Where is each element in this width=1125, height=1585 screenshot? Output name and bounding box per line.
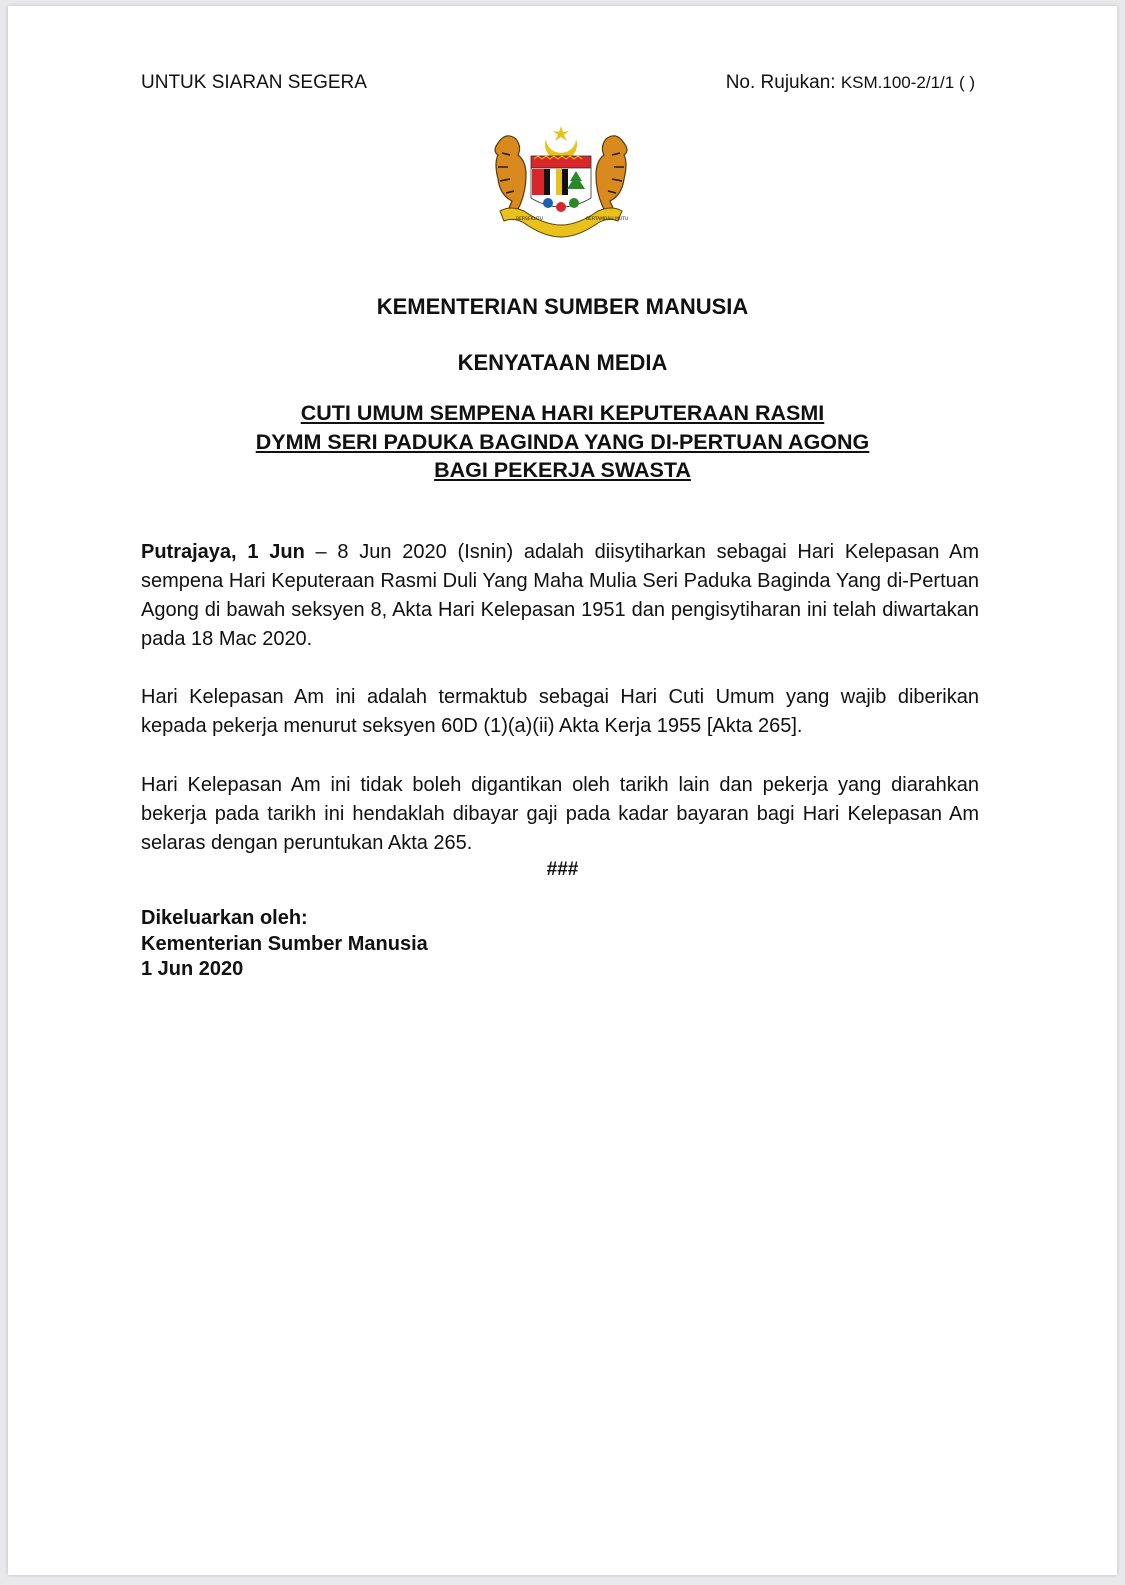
reference-number <box>726 72 975 94</box>
press-release-title <box>8 399 1117 485</box>
title-line: CUTI UMUM SEMPENA HARI KEPUTERAAN RASMI <box>300 401 825 425</box>
right-tiger-icon <box>596 136 627 217</box>
document-page <box>8 6 1117 1575</box>
left-tiger-icon <box>495 136 526 217</box>
dateline: Putrajaya, 1 Jun <box>141 541 305 563</box>
issuer-block <box>141 906 428 983</box>
ministry-name: KEMENTERIAN SUMBER MANUSIA <box>376 294 749 319</box>
motto-right: BERTAMBAH MUTU <box>586 217 629 222</box>
paragraph-2: Hari Kelepasan Am ini adalah termaktub sebagai Hari Cuti Umum yang wajib diberikan kepada pekerja menurut seksyen 60D (1)(a)(ii) Akta Kerja 1955 [Akta 265]. <box>141 686 979 737</box>
release-label: UNTUK SIARAN SEGERA <box>141 72 367 93</box>
shield-icon <box>531 156 591 212</box>
crescent-star-icon <box>545 126 577 161</box>
paragraph-1-body: – 8 Jun 2020 (Isnin) adalah diisytiharkan sebagai Hari Kelepasan Am sempena Hari Keputeraan Rasmi Duli Yang Maha Mulia Seri Paduka Baginda Yang di-Pertuan Agong di bawah seksyen 8, Akta Hari Kelepasan 1951 dan pengisytiharan ini telah diwartakan pada 18 Mac 2020. <box>141 541 979 650</box>
statement-type: KENYATAAN MEDIA <box>457 350 668 375</box>
end-marker: ### <box>546 859 579 880</box>
reference-code: KSM.100-2/1/1 ( ) <box>840 73 975 92</box>
paragraph-3: Hari Kelepasan Am ini tidak boleh digantikan oleh tarikh lain dan pekerja yang diarahkan bekerja pada tarikh ini hendaklah dibayar gaji pada kadar bayaran bagi Hari Kelepasan Am selaras dengan peruntukan Akta 265. <box>141 774 979 854</box>
reference-prefix: No. Rujukan: <box>725 72 836 93</box>
issue-date: 1 Jun 2020 <box>141 958 244 980</box>
motto-scroll <box>500 208 628 237</box>
motto-left: BERSEKUTU <box>516 217 543 222</box>
issuer-name: Kementerian Sumber Manusia <box>141 932 428 955</box>
coat-of-arms-icon <box>486 123 636 243</box>
title-line: DYMM SERI PADUKA BAGINDA YANG DI-PERTUAN AGONG <box>255 429 870 454</box>
paragraph-1 <box>141 538 979 654</box>
issued-by-label: Dikeluarkan oleh: <box>141 907 308 929</box>
title-line: BAGI PEKERJA SWASTA <box>434 458 691 482</box>
